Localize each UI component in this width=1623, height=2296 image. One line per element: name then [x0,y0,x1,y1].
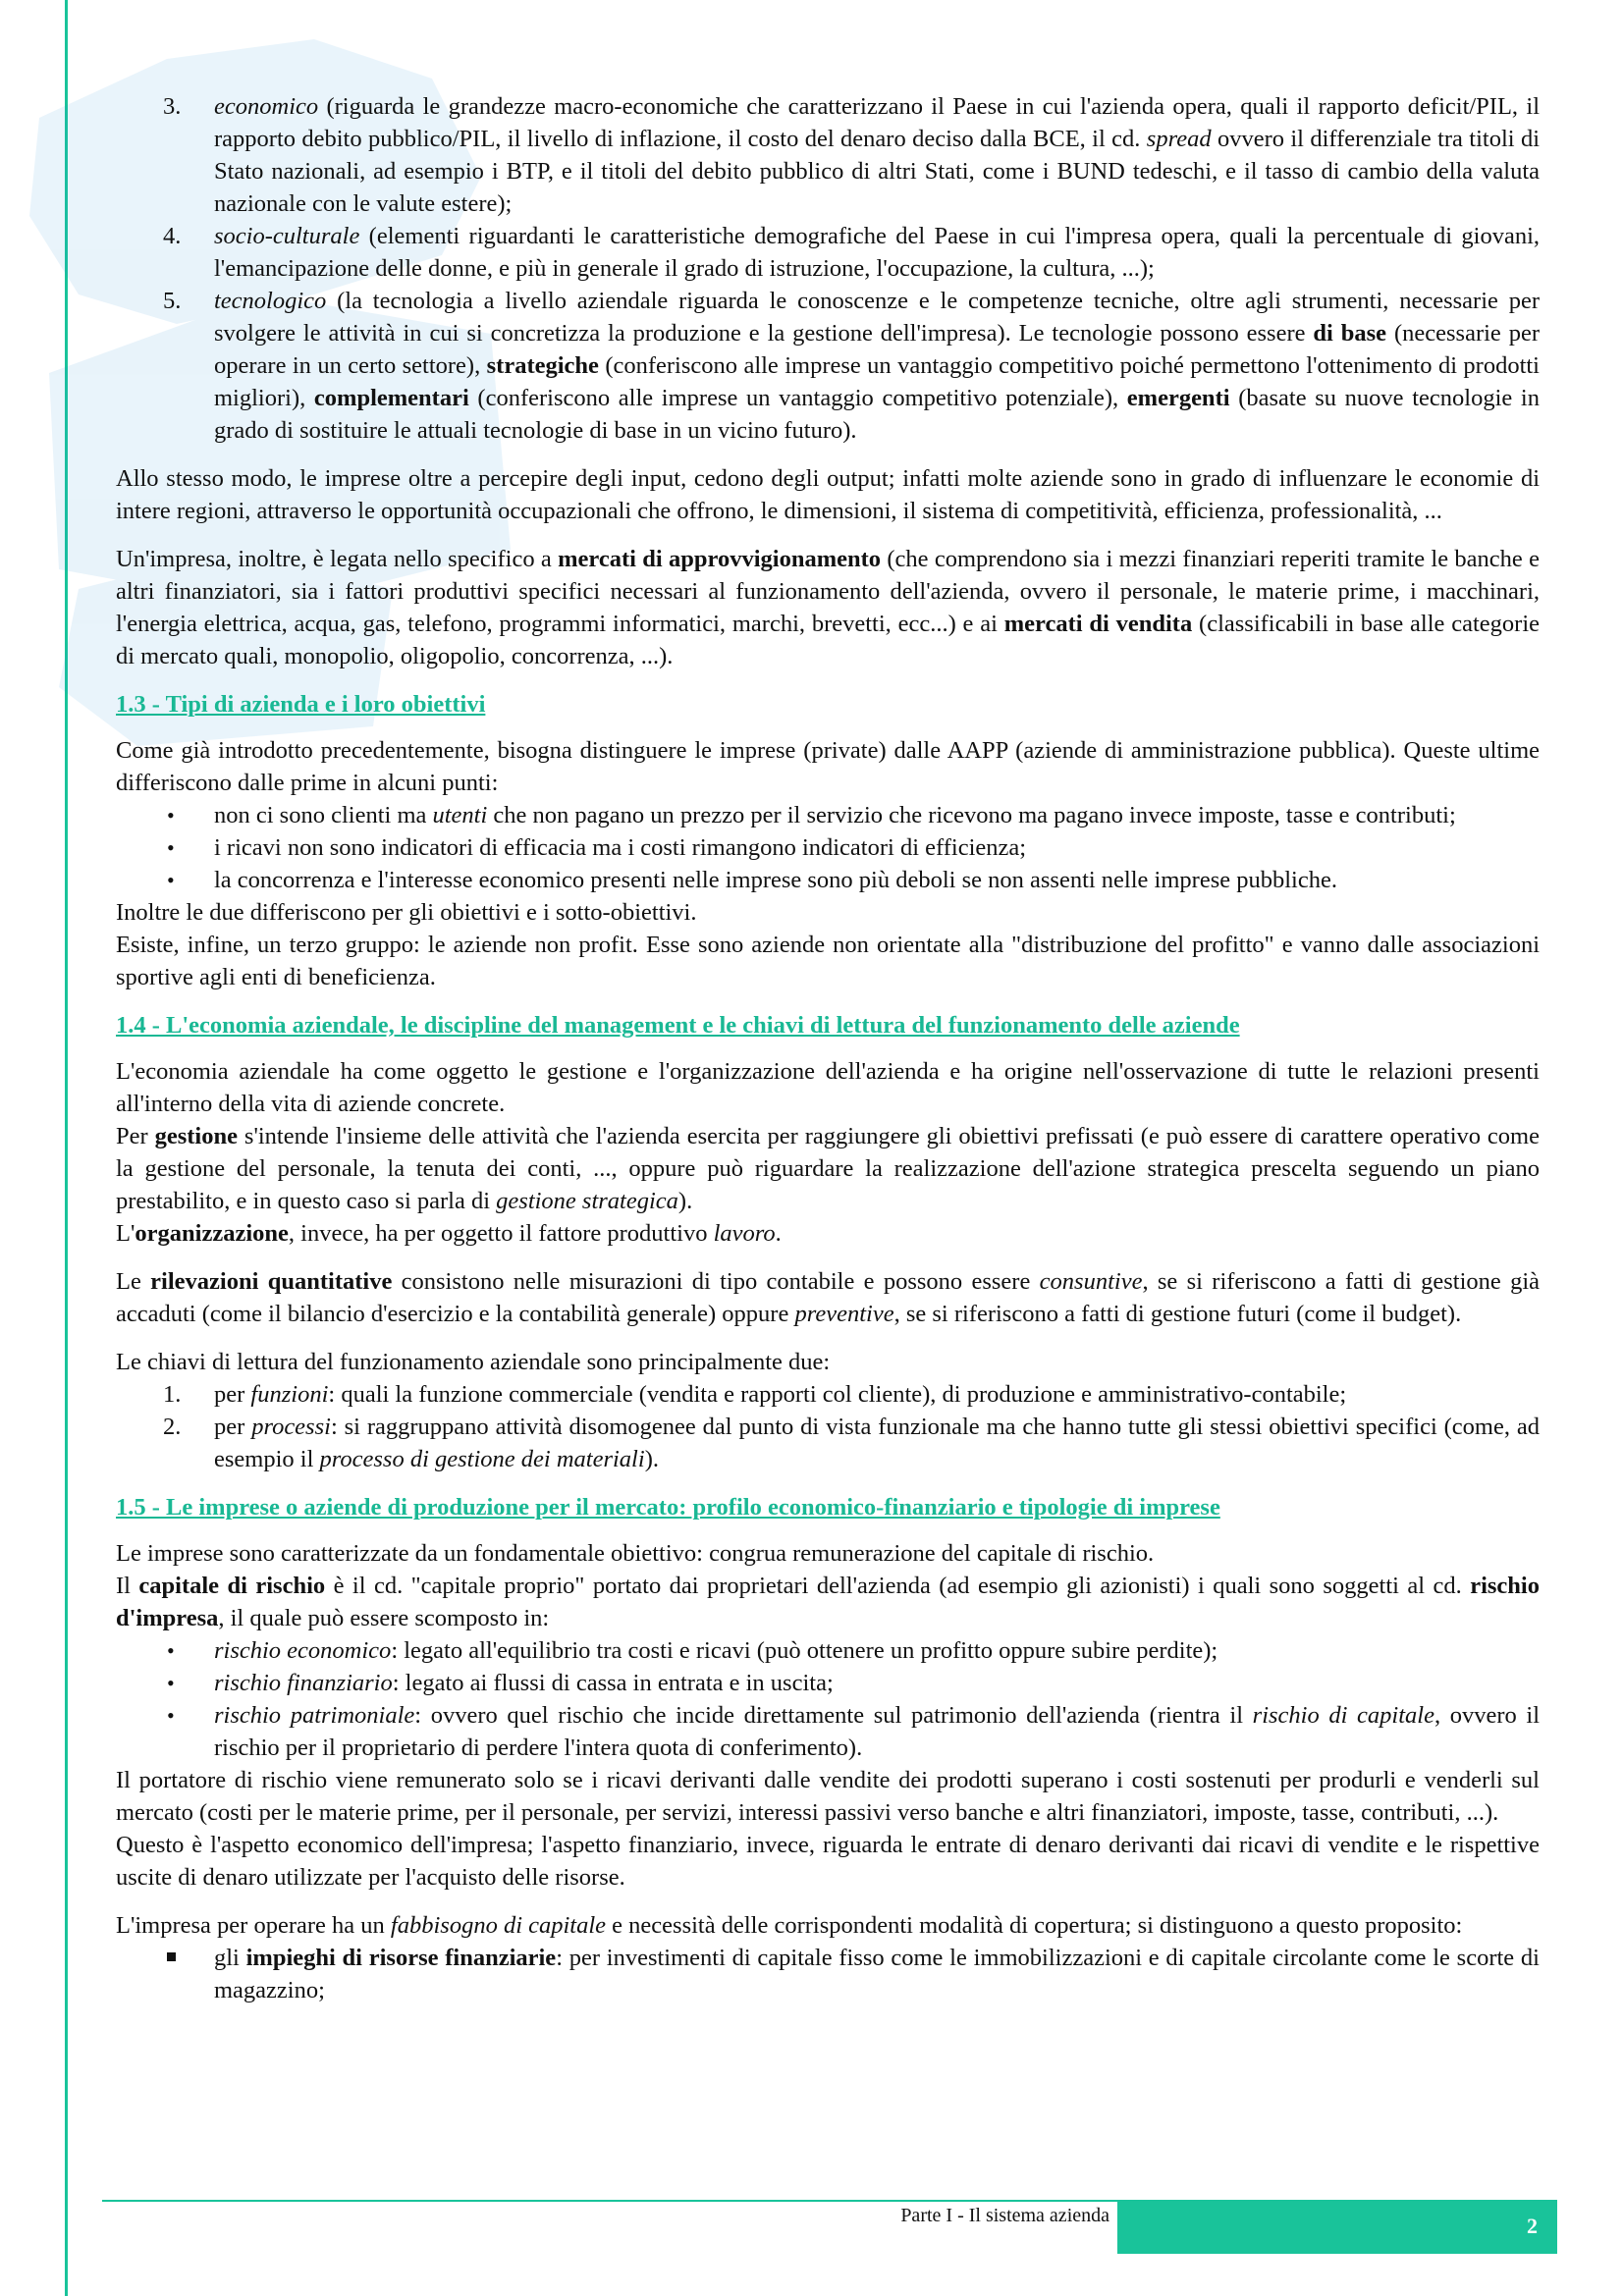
list-item: 5. tecnologico (la tecnologia a livello aziendale riguarda le conoscenze e le competenze tecniche, oltre agli strumenti, necessarie per svolgere le attività in cui si concretizza la produzione e la gestione dell'impresa). Le tecnologie possono essere di base (necessarie per operare in un certo settore), strategiche (conferiscono alle imprese un vantaggio competitivo poiché permettono l'ottenimento di prodotti migliori), complementari (conferiscono alle imprese un vantaggio competitivo potenziale), emergenti (basate su nuove tecnologie in grado di sostituire le attuali tecnologie di base in un vicino futuro). [116,285,1540,447]
bullet-icon: • [167,1671,175,1695]
section-heading-1-4: 1.4 - L'economia aziendale, le discipline del management e le chiavi di lettura del funzionamento delle aziende [116,1012,1240,1039]
list-number: 4. [163,223,182,249]
bullet-icon: • [167,1703,175,1728]
paragraph: Per gestione s'intende l'insieme delle attività che l'azienda esercita per raggiungere gli obiettivi prefissati (e può essere di carattere operativo come la gestione del personale, la tenuta dei conti, ..., oppure può riguardare la realizzazione dell'azione strategica prescelta seguendo un piano prestabilito, e in questo caso si parla di gestione strategica). [116,1123,1540,1214]
paragraph: Questo è l'aspetto economico dell'impresa; l'aspetto finanziario, invece, riguarda le entrate di denaro derivanti dai ricavi di vendite e le rispettive uscite di denaro utilizzate per l'acquisto delle risorse. [116,1832,1540,1891]
list-item: • rischio economico: legato all'equilibrio tra costi e ricavi (può ottenere un profitto oppure subire perdite); [116,1634,1540,1667]
paragraph: Le rilevazioni quantitative consistono nelle misurazioni di tipo contabile e possono essere consuntive, se si riferiscono a fatti di gestione già accaduti (come il bilancio d'esercizio e la contabilità generale) oppure preventive, se si riferiscono a fatti di gestione futuri (come il budget). [116,1268,1541,1327]
list-item: 1. per funzioni: quali la funzione commerciale (vendita e rapporti col cliente), di produzione e amministrativo-contabile; [163,1381,1347,1408]
page-number-box [1117,2202,1557,2254]
paragraph: L'impresa per operare ha un fabbisogno di capitale e necessità delle corrispondenti modalità di copertura; si distinguono a questo proposito: [116,1912,1463,1939]
list-number: 5. [163,288,182,314]
paragraph: Inoltre le due differiscono per gli obiettivi e i sotto-obiettivi. [116,899,697,926]
paragraph: L'economia aziendale ha come oggetto le gestione e l'organizzazione dell'azienda e ha origine nell'osservazione di tutte le relazioni presenti all'interno della vita di aziende concrete. [116,1058,1540,1117]
paragraph: Il portatore di rischio viene remunerato solo se i ricavi derivanti dalle vendite dei prodotti superano i costi sostenuti per produrli e venderli sul mercato (costi per le materie prime, per il personale, per servizi, interessi passivi verso banche e altri finanziatori, imposte, tasse, contributi, ...). [116,1767,1540,1826]
section-heading-1-5: 1.5 - Le imprese o aziende di produzione per il mercato: profilo economico-finanziario e tipologie di imprese [116,1494,1220,1521]
paragraph: L'organizzazione, invece, ha per oggetto il fattore produttivo lavoro. [116,1220,782,1247]
bullet-icon: • [167,835,175,860]
list-item: • i ricavi non sono indicatori di efficacia ma i costi rimangono indicatori di efficienza; [116,831,1540,864]
bullet-icon: • [167,1638,175,1663]
bullet-icon: • [167,868,175,892]
square-bullet-icon [167,1952,176,1961]
paragraph: Le imprese sono caratterizzate da un fondamentale obiettivo: congrua remunerazione del capitale di rischio. [116,1540,1155,1567]
paragraph: Un'impresa, inoltre, è legata nello specifico a mercati di approvvigionamento (che comprendono sia i mezzi finanziari reperiti tramite le banche e altri finanziatori, sia i fattori produttivi specifici necessari al funzionamento dell'azienda, ovvero il personale, le materie prime, i macchinari, l'energia elettrica, acqua, gas, telefono, programmi informatici, marchi, brevetti, ecc...) e ai mercati di vendita (classificabili in base alle categorie di mercato quali, monopolio, oligopolio, concorrenza, ...). [116,546,1541,669]
list-number: 3. [163,93,182,120]
list-item: • non ci sono clienti ma utenti che non pagano un prezzo per il servizio che ricevono ma pagano invece imposte, tasse e contributi; [116,799,1540,831]
list-item: 3. economico (riguarda le grandezze macro-economiche che caratterizzano il Paese in cui l'azienda opera, quali il rapporto deficit/PIL, il rapporto debito pubblico/PIL, il livello di inflazione, il costo del denaro deciso dalla BCE, il cd. spread ovvero il differenziale tra titoli di Stato nazionali, ad esempio i BTP, e il titoli del debito pubblico di altri Stati, come i BUND tedeschi, e il tasso di cambio della valuta nazionale con le valute estere); [116,90,1540,220]
paragraph: Come già introdotto precedentemente, bisogna distinguere le imprese (private) dalle AAPP (aziende di amministrazione pubblica). Queste ultime differiscono dalle prime in alcuni punti: [116,737,1540,796]
list-item: • rischio patrimoniale: ovvero quel rischio che incide direttamente sul patrimonio dell'azienda (rientra il rischio di capitale, ovvero il rischio per il proprietario di perdere l'intera quota di conferimento). [116,1699,1540,1764]
page-number: 2 [1527,2214,1538,2238]
paragraph: Esiste, infine, un terzo gruppo: le aziende non profit. Esse sono aziende non orientate alla "distribuzione del profitto" e vanno dalle associazioni sportive agli enti di beneficienza. [116,932,1540,990]
bullet-icon: • [167,803,175,828]
list-item: gli impieghi di risorse finanziarie: per investimenti di capitale fisso come le immobilizzazioni e di capitale circolante come le scorte di magazzino; [116,1942,1540,2006]
list-item: 4. socio-culturale (elementi riguardanti le caratteristiche demografiche del Paese in cui l'impresa opera, quali la percentuale di giovani, l'emancipazione delle donne, e più in generale il grado di istruzione, l'occupazione, la cultura, ...); [116,220,1540,285]
list-item: • rischio finanziario: legato ai flussi di cassa in entrata e in uscita; [116,1667,1540,1699]
paragraph: Il capitale di rischio è il cd. "capitale proprio" portato dai proprietari dell'azienda (ad esempio gli azionisti) i quali sono soggetti al cd. rischio d'impresa, il quale può essere scomposto in: [116,1573,1540,1631]
left-accent-line [65,0,68,2296]
document-body [116,90,1540,2006]
paragraph: Le chiavi di lettura del funzionamento aziendale sono principalmente due: [116,1349,831,1375]
list-item: • la concorrenza e l'interesse economico presenti nelle imprese sono più deboli se non assenti nelle imprese pubbliche. [116,864,1540,896]
list-item: 2. per processi: si raggruppano attività disomogenee dal punto di vista funzionale ma che hanno tutte gli stessi obiettivi specifici (come, ad esempio il processo di gestione dei materiali). [163,1414,1540,1472]
section-heading-1-3: 1.3 - Tipi di azienda e i loro obiettivi [116,691,486,718]
paragraph: Allo stesso modo, le imprese oltre a percepire degli input, cedono degli output; infatti molte aziende sono in grado di influenzare le economie di intere regioni, attraverso le opportunità occupazionali che offrono, le dimensioni, il sistema di competitività, efficienza, professionalità, ... [116,465,1540,524]
footer-label: Parte I - Il sistema azienda [900,2205,1109,2226]
